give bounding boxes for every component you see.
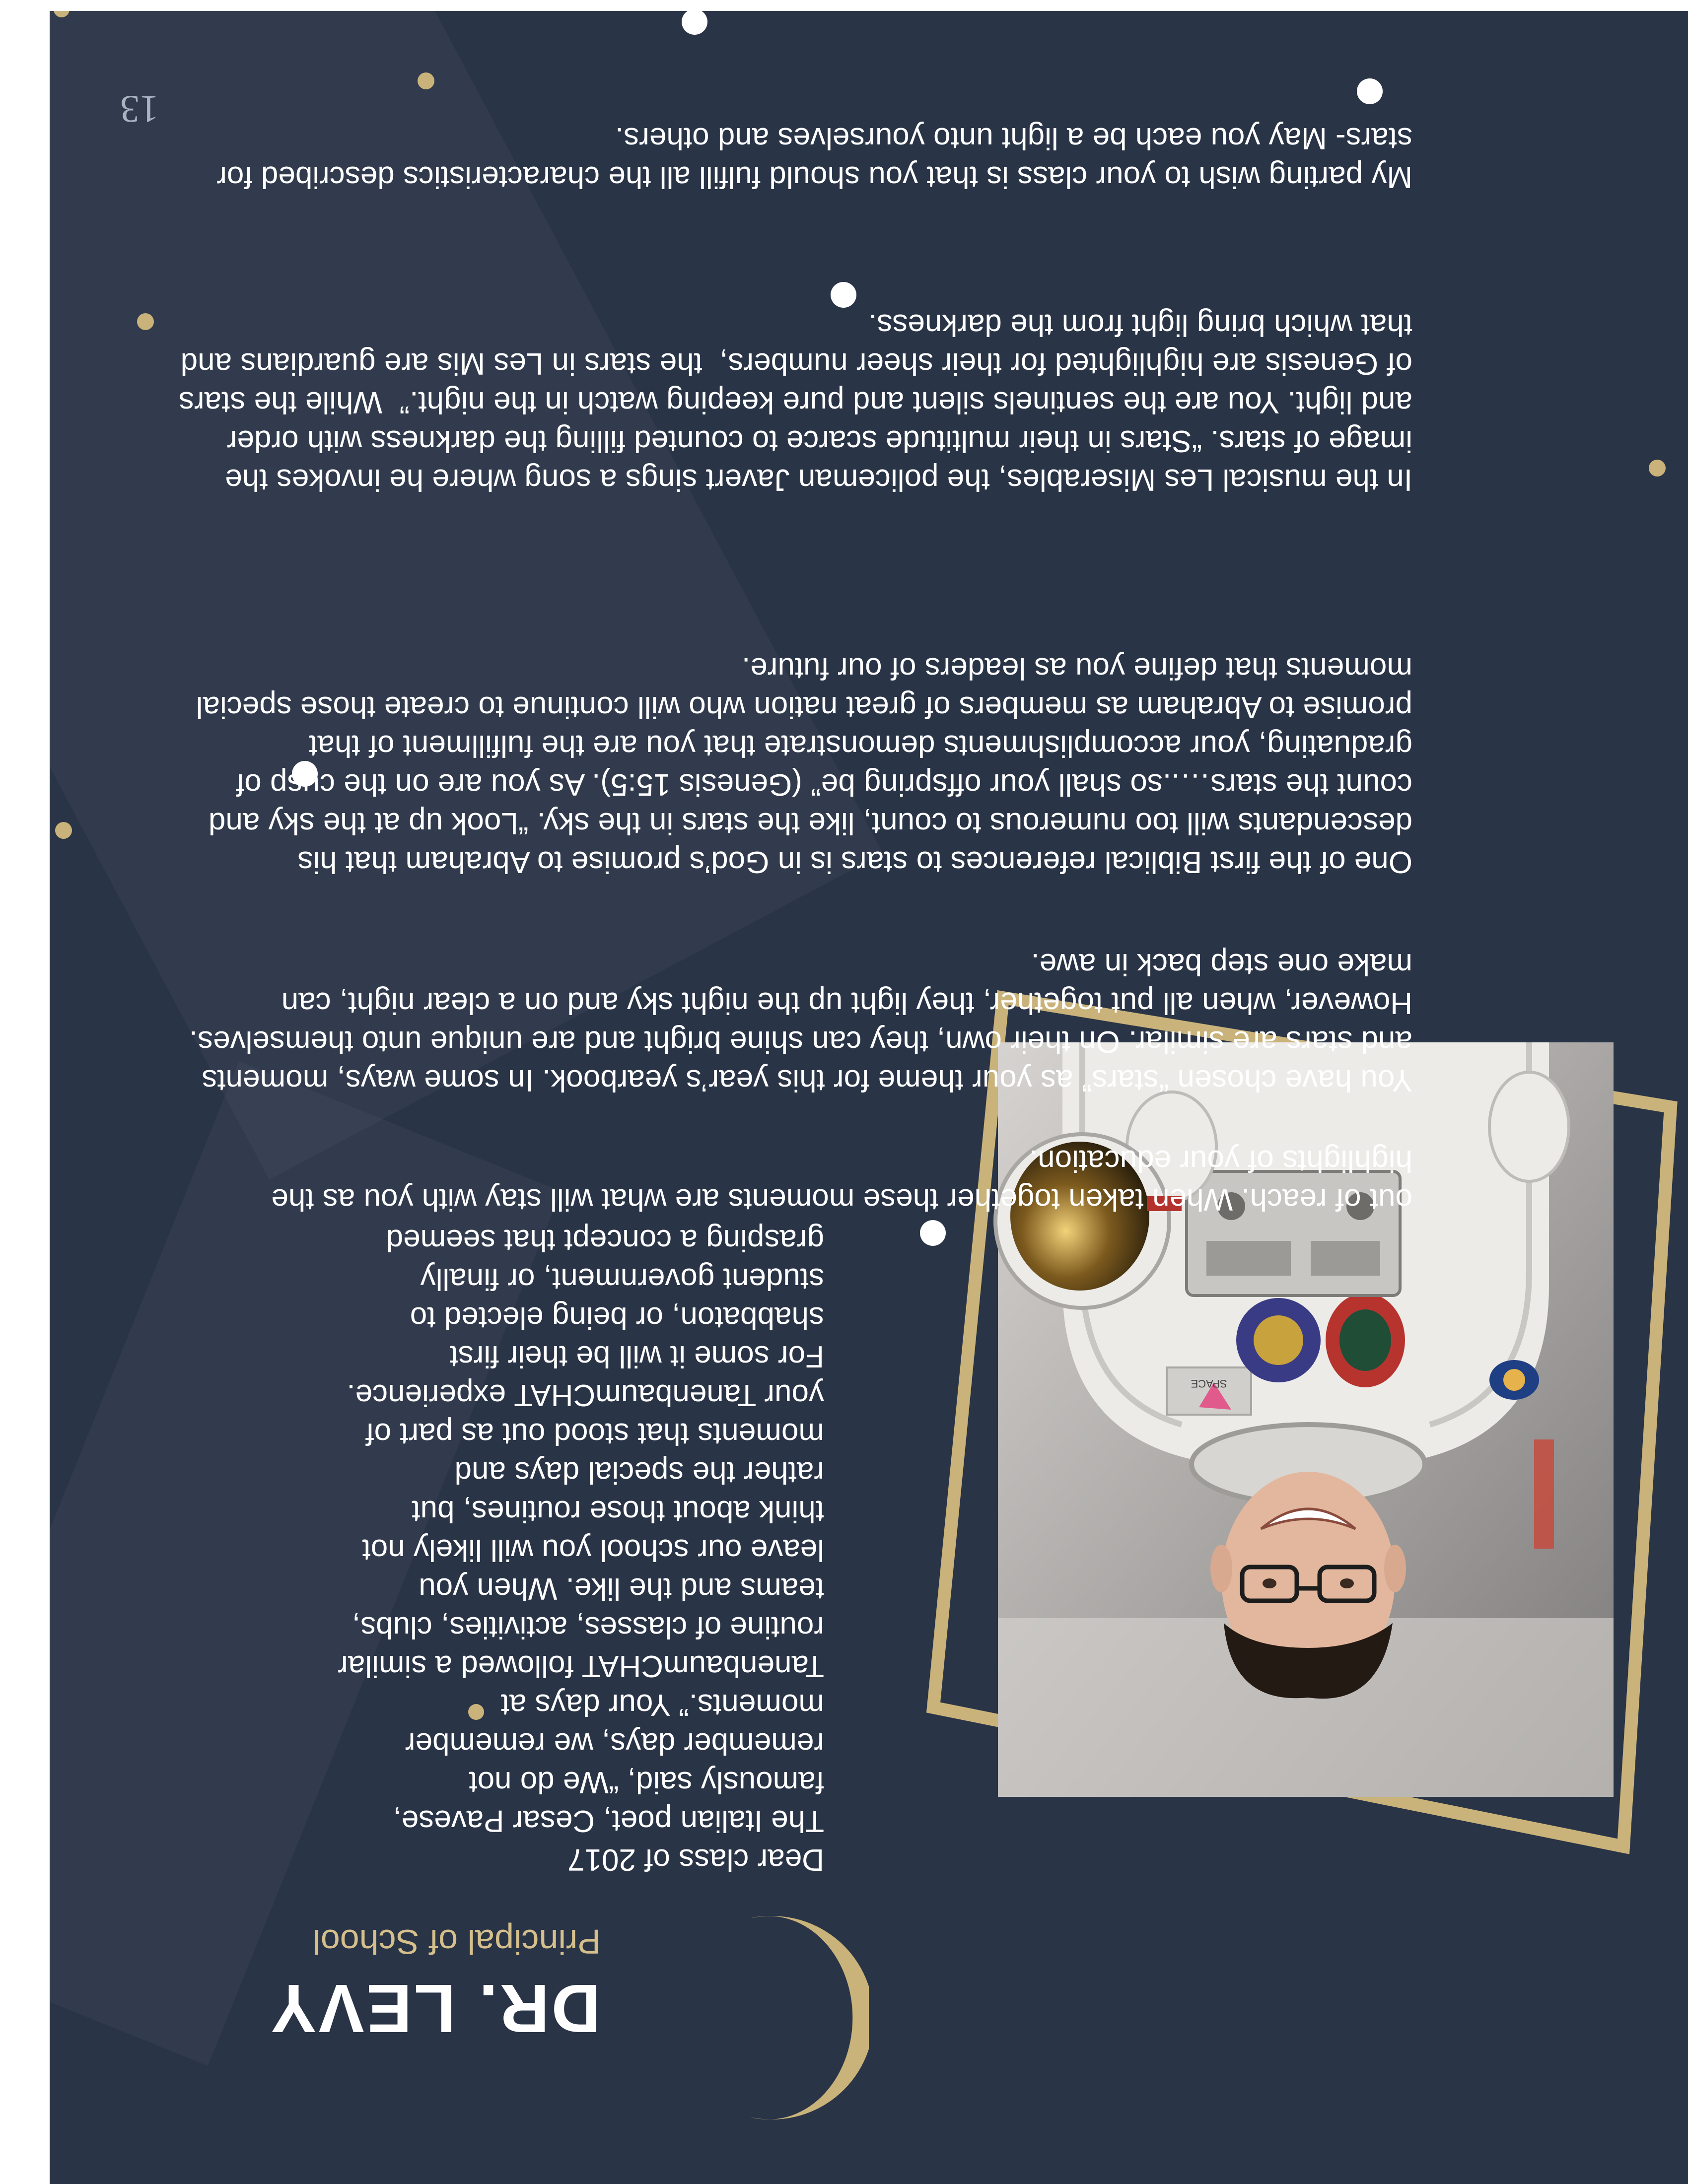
- star-dot: [418, 72, 434, 89]
- letter-line: teams and the like. When you: [419, 1571, 824, 1606]
- suit-patch-label: SPACE: [1191, 1377, 1227, 1390]
- star-dot: [55, 822, 72, 839]
- letter-line: of Genesis are highlighted for their sheer numbers, the stars in Les Mis are guardians and: [180, 346, 1412, 381]
- letter-line: promise to Abraham as members of great nation who will continue to create those special: [196, 690, 1412, 724]
- letter-line: grasping a concept that seemed: [386, 1223, 824, 1257]
- letter-line: moments that define you as leaders of our future.: [742, 651, 1412, 685]
- letter-line: student government, or finally: [420, 1262, 824, 1296]
- page-number: 13: [120, 88, 159, 131]
- letter-line: remember days, we remember: [405, 1726, 824, 1761]
- star-dot: [831, 282, 856, 308]
- letter-line: image of stars. “Stars in their multitude scarce to counted filling the darkness with order: [226, 424, 1412, 458]
- letter-line: highlights of your education.: [1029, 1144, 1412, 1178]
- letter-paragraph-3: [196, 649, 1412, 881]
- star-dot: [1649, 460, 1666, 477]
- letter-line: The Italian poet, Cesar Pavese,: [393, 1804, 824, 1838]
- letter-line: count the stars…..so shall your offspring be” (Genesis 15:5). As you are on the cusp of: [236, 767, 1412, 802]
- star-dot: [137, 313, 154, 330]
- letter-line: You have chosen “stars” as your theme for this year’s yearbook. In some ways, moments: [202, 1063, 1412, 1097]
- letter-line: shabbaton, or being elected to: [410, 1300, 824, 1335]
- principal-title: Principal of School: [313, 1922, 601, 1961]
- letter-line: stars- May you each be a light unto yourselves and others.: [615, 121, 1412, 155]
- letter-line: out of reach. When taken together these moments are what will stay with you as the: [271, 1182, 1412, 1217]
- crescent-moon-icon: [675, 1911, 869, 2124]
- letter-line: and stars are similar. On their own, they can shine bright and are unique unto themselves.: [189, 1024, 1412, 1059]
- letter-line: Dear class of 2017: [567, 1843, 824, 1877]
- letter-line: think about those routines, but: [412, 1494, 824, 1528]
- letter-paragraph-2: [189, 945, 1412, 1099]
- letter-line: In the musical Les Miserables, the policeman Javert sings a song where he invokes the: [225, 463, 1412, 497]
- letter-line: However, when all put together, they light up the night sky and on a clear night, can: [281, 986, 1412, 1020]
- star-dot: [682, 11, 707, 35]
- letter-paragraph-5: [216, 119, 1412, 196]
- letter-line: your TanenbaumCHAT experience.: [347, 1378, 824, 1412]
- letter-line: make one step back in awe.: [1031, 947, 1412, 981]
- letter-line: One of the first Biblical references to stars is in God’s promise to Abraham that his: [297, 845, 1412, 879]
- letter-line: moments that stood out as part of: [365, 1417, 824, 1451]
- letter-line: rather the special days and: [454, 1455, 824, 1490]
- letter-line: For some it will be their first: [449, 1339, 824, 1373]
- letter-paragraph-1: [271, 1141, 1412, 1219]
- letter-line: descendants will too numerous to count, like the stars in the sky. “Look up at the sky and: [208, 806, 1412, 840]
- letter-line: leave our school you will likely not: [362, 1533, 824, 1567]
- star-dot: [1357, 78, 1383, 104]
- letter-line: routine of classes, activities, clubs,: [352, 1610, 824, 1644]
- page-background: [50, 11, 1688, 2184]
- letter-line: My parting wish to your class is that you should fulfill all the characteristics described for: [216, 160, 1412, 194]
- letter-line: TanenbaumCHAT followed a similar: [338, 1649, 824, 1683]
- letter-line: graduating, your accomplishments demonstrate that you are the fulfillment of that: [309, 729, 1412, 763]
- letter-line: moments.” Your days at: [500, 1688, 824, 1722]
- letter-line: and light. You are the sentinels silent and pure keeping watch in the night.” While the stars: [179, 385, 1412, 419]
- principal-photo: [923, 983, 1678, 1856]
- letter-line: famously said, “We do not: [469, 1765, 824, 1799]
- principal-name: DR. LEVY: [269, 1970, 601, 2047]
- letter-line: that which bring light from the darkness.: [868, 308, 1412, 342]
- letter-intro: [338, 1221, 824, 1879]
- letter-paragraph-4: [179, 305, 1412, 499]
